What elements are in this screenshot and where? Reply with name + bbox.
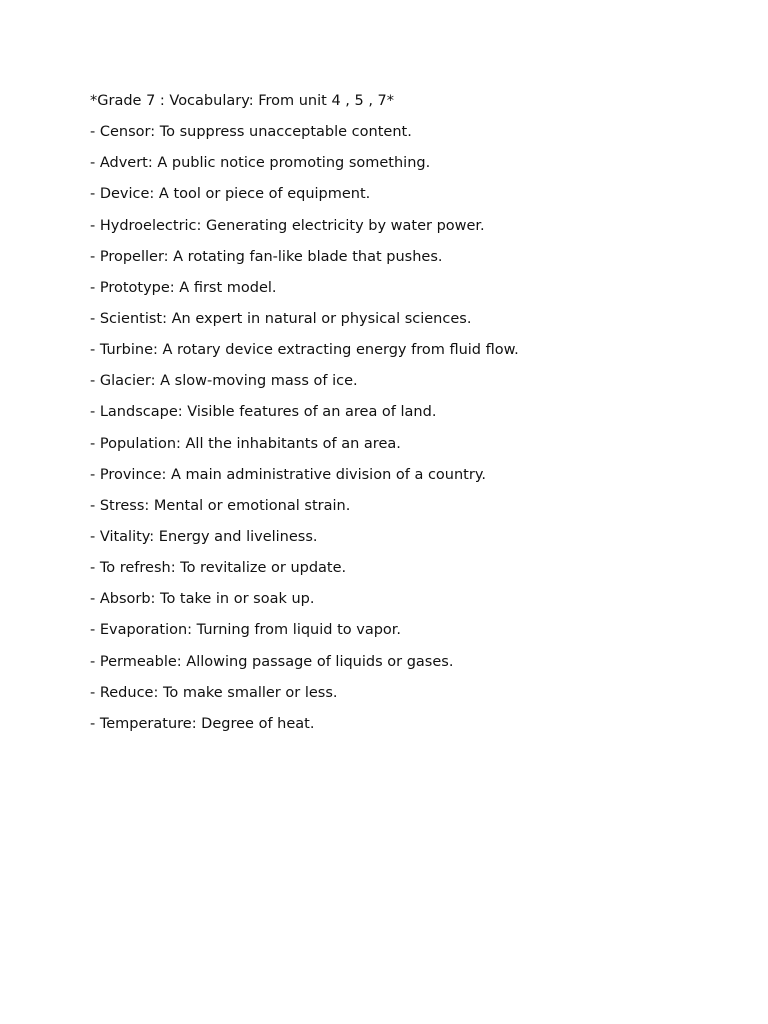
- vocabulary-item: - Advert: A public notice promoting something.: [90, 155, 431, 172]
- vocabulary-item: - Vitality: Energy and liveliness.: [90, 528, 318, 545]
- vocabulary-item: - Absorb: To take in or soak up.: [90, 591, 315, 608]
- vocabulary-item: - Province: A main administrative division of a country.: [90, 466, 486, 483]
- vocabulary-item: - Population: All the inhabitants of an area.: [90, 435, 401, 452]
- vocabulary-item: - Hydroelectric: Generating electricity by water power.: [90, 217, 485, 234]
- vocabulary-item: - Landscape: Visible features of an area of land.: [90, 404, 437, 421]
- vocabulary-item: - To refresh: To revitalize or update.: [90, 560, 347, 577]
- vocabulary-item: - Reduce: To make smaller or less.: [90, 684, 338, 701]
- vocabulary-item: - Temperature: Degree of heat.: [90, 715, 315, 732]
- vocabulary-list: [90, 122, 730, 734]
- document-heading: *Grade 7 : Vocabulary: From unit 4 , 5 , 7*: [90, 93, 395, 109]
- vocabulary-item: - Propeller: A rotating fan-like blade that pushes.: [90, 248, 443, 265]
- vocabulary-item: - Glacier: A slow-moving mass of ice.: [90, 373, 358, 390]
- vocabulary-item: - Device: A tool or piece of equipment.: [90, 186, 371, 203]
- vocabulary-item: - Turbine: A rotary device extracting energy from fluid flow.: [90, 342, 519, 359]
- vocabulary-item: - Permeable: Allowing passage of liquids or gases.: [90, 653, 454, 670]
- vocabulary-item: - Stress: Mental or emotional strain.: [90, 497, 351, 514]
- vocabulary-item: - Evaporation: Turning from liquid to vapor.: [90, 622, 402, 639]
- vocabulary-item: - Scientist: An expert in natural or physical sciences.: [90, 310, 472, 327]
- document-page: [90, 91, 730, 745]
- vocabulary-item: - Censor: To suppress unacceptable content.: [90, 124, 412, 141]
- vocabulary-item: - Prototype: A first model.: [90, 279, 277, 296]
